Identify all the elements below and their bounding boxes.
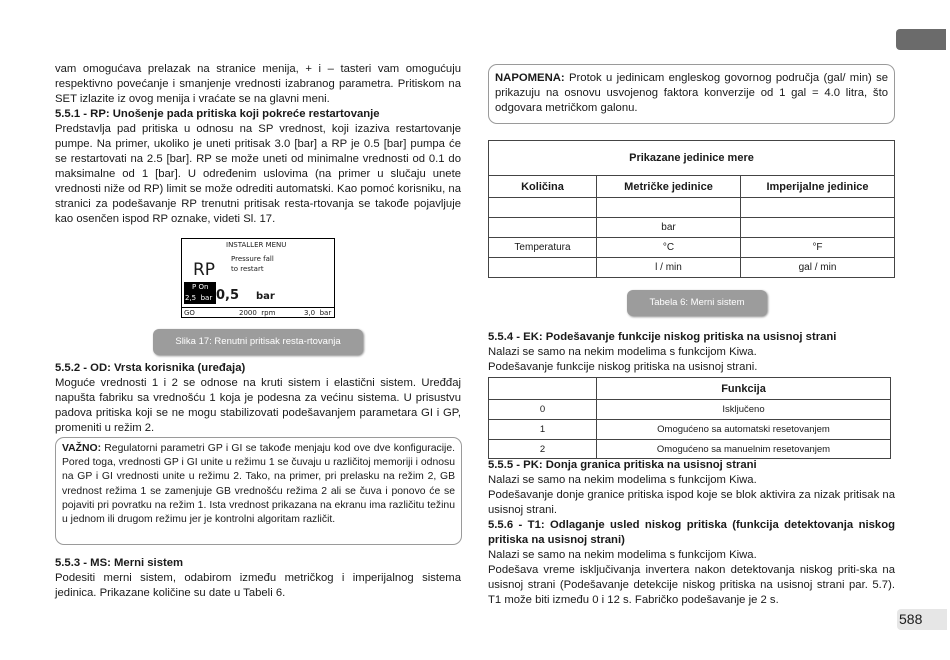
section-5-5-3-body: Podesiti merni sistem, odabirom između metričkog i imperijalnog sistema jedinica. Prikazane količine su date u Tabeli 6. [55, 572, 461, 599]
table-cell [741, 218, 895, 238]
function-table [488, 377, 891, 459]
table-row [489, 400, 891, 420]
section-5-5-6-line1: Nalazi se samo na nekim modelima s funkcijom Kiwa. [488, 549, 757, 561]
lcd-footer-speed: 2000 rpm [239, 309, 276, 317]
page-number: 588 [899, 611, 923, 627]
table-row [489, 198, 895, 218]
figure-17-caption: Slika 17: Renutni pritisak resta-rtovanja [153, 329, 363, 355]
table-row [489, 238, 895, 258]
vazno-body: Regulatorni parametri GP i GI se takođe menjaju kod ove dve konfiguracije. Pored toga, vrednosti GP i GI unite u režimu 1 se čuvaju u različitoj memoriji i odnosu na GP i GI vrednosti unite u režimu 2. Tako, na primer, pri prelasku na režim 2, GB vrednost režima 1 se zamenjuje GB vrednošću režima 2 ali se čuva i ponovo će se pojaviti pri povratku na režim 1. Ista vrednost prikazana na ekranu ima različitu težinu u jednom ili drugom režimu jer je kontrolni algoritam različit. [62, 443, 455, 526]
section-5-5-4-line1: Nalazi se samo na nekim modelima s funkcijom Kiwa. [488, 346, 757, 358]
vazno-label: VAŽNO: [62, 443, 102, 454]
napomena-note-text [495, 71, 888, 116]
table-cell: Temperatura [489, 238, 597, 258]
intro-paragraph: vam omogućava prelazak na stranice menija, + i – tasteri vam omogućuju respektivno povećanje i smanjenje vrednosti izabranog parametra. Pritiskom na SET izlazite iz ovog menija i vraćate se na glavni meni. [55, 63, 461, 105]
units-table-header: Količina [489, 176, 597, 198]
function-table-header: Funkcija [597, 378, 891, 400]
lcd-rp-value: 0,5 [216, 288, 240, 303]
lcd-shaded-restart-box [184, 282, 216, 304]
table-cell: l / min [597, 258, 741, 278]
function-table-empty-header [489, 378, 597, 400]
function-table-header-row [489, 378, 891, 400]
lcd-desc-line2: to restart [231, 265, 264, 273]
section-5-5-4-line2: Podešavanje funkcije niskog pritiska na usisnoj strani. [488, 361, 758, 373]
table-row [489, 440, 891, 459]
units-table-title-row [489, 141, 895, 176]
section-5-5-1-title: 5.5.1 - RP: Unošenje pada pritiska koji pokreće restartovanje [55, 108, 380, 120]
table-cell: gal / min [741, 258, 895, 278]
table-cell: °F [741, 238, 895, 258]
table-cell: Isključeno [597, 400, 891, 420]
section-5-5-3-title: 5.5.3 - MS: Merni sistem [55, 557, 184, 569]
section-5-5-6-title: 5.5.6 - T1: Odlaganje usled niskog pritiska (funkcija detektovanja niskog pritiska na usisnoj strani) [488, 519, 895, 546]
table-cell: bar [597, 218, 741, 238]
napomena-body: Protok u jedinicam engleskog govornog područja (gal/ min) se prikazuju na osnovu usvojenog faktora konverzije od 1 gal = 4.0 litra, što odgovara metričkom galonu. [495, 72, 889, 114]
table-cell [489, 258, 597, 278]
units-table-header-row [489, 176, 895, 198]
table-cell [489, 218, 597, 238]
table-cell: 0 [489, 400, 597, 420]
section-5-5-2-body: Moguće vrednosti 1 i 2 se odnose na kruti sistem i elastični sistem. Uređđaj napušta fabriku sa vrednošću 1 koja je podesna za većinu sistema. U prisustvu padova pritiska koji se ne mogu stabilizovati podešavanjem parametara GI i GP, promeniti u režim 2. [55, 377, 461, 434]
section-5-5-4-title: 5.5.4 - EK: Podešavanje funkcije niskog pritiska na usisnoj strani [488, 331, 837, 343]
napomena-label: NAPOMENA: [495, 72, 565, 84]
table-row [489, 218, 895, 238]
section-5-5-5-body: Podešavanje donje granice pritiska ispod koje se blok aktivira za nizak pritisak na usisnoj strani. [488, 489, 895, 516]
units-table-title: Prikazane jedinice mere [489, 141, 895, 176]
lcd-footer-divider [182, 307, 334, 308]
table-row [489, 258, 895, 278]
lcd-rp-label: RP [193, 260, 216, 280]
section-5-5-5-title: 5.5.5 - PK: Donja granica pritiska na usisnoj strani [488, 459, 757, 471]
lcd-footer-left: GO [184, 309, 195, 317]
table-6-caption: Tabela 6: Merni sistem [627, 290, 767, 316]
table-row [489, 420, 891, 440]
table-cell: 1 [489, 420, 597, 440]
table-cell [597, 198, 741, 218]
vazno-note-text [62, 442, 455, 527]
rp-display-figure [181, 238, 335, 318]
lcd-footer-pressure: 3,0 bar [304, 309, 332, 317]
table-cell: Omogućeno sa manuelnim resetovanjem [597, 440, 891, 459]
napomena-note-box [488, 64, 895, 124]
lcd-desc-line1: Pressure fall [231, 255, 274, 263]
table-cell [741, 198, 895, 218]
lcd-header: INSTALLER MENU [226, 241, 287, 249]
lcd-pon-value: 2,5 bar [185, 294, 213, 302]
table-cell: Omogućeno sa automatski resetovanjem [597, 420, 891, 440]
lcd-pon-label: P On [192, 283, 209, 291]
section-5-5-1-body: Predstavlja pad pritiska u odnosu na SP vrednost, koji izaziva restartovanje pumpe. Na primer, ukoliko je uneti pritisak 3.0 [bar] a RP je 0.5 [bar] pumpa će se restartovati na 2.5 [bar]. RP se može uneti od minimalne vrednosti od 0.1 do maksimalne od 1 [bar]. U određenim uslovima (na primer u slučaju unete vrednosti niže od RP) limit se može odrediti automatski. Kao pomoć korisniku, na stranici za podešavanje RP trenutni pritisak resta-rtovanja se takođe pojavljuje kao osenčen ispod RP oznake, videti Sl. 17. [55, 123, 461, 225]
units-table-header: Metričke jedinice [597, 176, 741, 198]
vazno-note-box [55, 437, 462, 545]
units-table [488, 140, 895, 278]
table-cell: 2 [489, 440, 597, 459]
table-cell: °C [597, 238, 741, 258]
section-5-5-6-body: Podešava vreme isključivanja invertera nakon detektovanja niskog priti-ska na usisnoj strani (Podešavanje detekcije niskog pritiska na usisnoj strani par. 5.7). T1 može biti između 0 i 12 s. Fabričko podešavanje je 2 s. [488, 564, 895, 606]
table-cell [489, 198, 597, 218]
section-5-5-2-title: 5.5.2 - OD: Vrsta korisnika (uređaja) [55, 362, 246, 374]
section-5-5-5-line1: Nalazi se samo na nekim modelima s funkcijom Kiwa. [488, 474, 757, 486]
lcd-rp-unit: bar [256, 291, 275, 302]
units-table-header: Imperijalne jedinice [741, 176, 895, 198]
chapter-tab-marker [896, 29, 946, 50]
